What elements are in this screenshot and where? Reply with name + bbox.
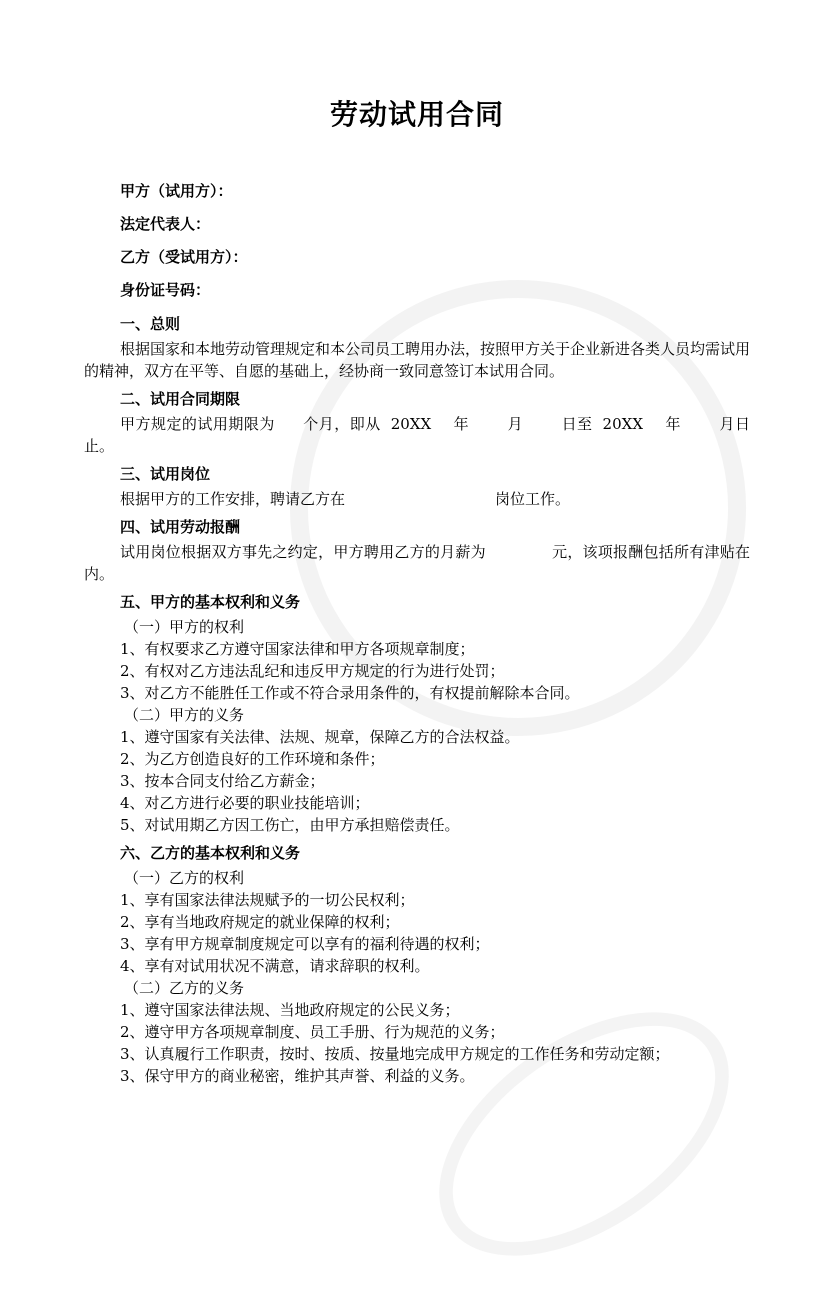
section-heading-general: 一、总则 [120,315,181,333]
document-page [84,95,750,1087]
subheading-party-a-rights: （一）甲方的权利 [124,618,245,636]
term-year-end: 20XX [602,415,643,433]
term-text-part: 年 [453,415,470,433]
term-text-part: 年 [665,415,681,433]
section-heading-party-a: 五、甲方的基本权利和义务 [120,593,301,611]
position-text-part: 根据甲方的工作安排，聘请乙方在 [120,490,346,508]
list-item: 1、遵守国家有关法律、法规、规章，保障乙方的合法权益。 [120,728,520,746]
list-item: 5、对试用期乙方因工伤亡，由甲方承担赔偿责任。 [120,816,460,834]
term-text-part: 日止。 [84,415,750,455]
list-item: 3、认真履行工作职责，按时、按质、按量地完成甲方规定的工作任务和劳动定额； [120,1045,670,1063]
id-number-field: 身份证号码： [120,281,211,299]
term-text-part: 月 [718,415,735,433]
term-text-part: 甲方规定的试用期限为 [120,415,275,433]
list-item: 2、享有当地政府规定的就业保障的权利； [120,913,400,931]
salary-text-part: 元，该项报酬包括所有津贴在内。 [84,543,750,583]
section-heading-term: 二、试用合同期限 [120,390,241,408]
section-text-position [84,488,750,510]
section-text-term [84,413,750,457]
list-item: 1、遵守国家法律法规、当地政府规定的公民义务； [120,1001,460,1019]
list-item: 3、保守甲方的商业秘密，维护其声誉、利益的义务。 [120,1067,475,1085]
section-text-salary [84,541,750,585]
party-a-field: 甲方（试用方）： [120,182,233,200]
document-title: 劳动试用合同 [329,98,504,131]
salary-text-part: 试用岗位根据双方事先之约定，甲方聘用乙方的月薪为 [120,543,486,561]
subheading-party-b-rights: （一）乙方的权利 [124,869,245,887]
position-text-part: 岗位工作。 [495,490,571,508]
list-item: 1、有权要求乙方遵守国家法律和甲方各项规章制度； [120,640,475,658]
subheading-party-b-duties: （二）乙方的义务 [124,979,245,997]
list-item: 2、有权对乙方违法乱纪和违反甲方规定的行为进行处罚； [120,662,505,680]
legal-rep-field: 法定代表人： [120,215,211,233]
section-heading-position: 三、试用岗位 [120,465,211,483]
list-item: 3、按本合同支付给乙方薪金； [120,772,325,790]
term-year-start: 20XX [390,415,432,433]
list-item: 2、遵守甲方各项规章制度、员工手册、行为规范的义务； [120,1023,505,1041]
list-item: 3、享有甲方规章制度规定可以享有的福利待遇的权利； [120,935,490,953]
list-item: 1、享有国家法律法规赋予的一切公民权利； [120,891,415,909]
subheading-party-a-duties: （二）甲方的义务 [124,706,245,724]
section-heading-party-b: 六、乙方的基本权利和义务 [120,844,301,862]
list-item: 2、为乙方创造良好的工作环境和条件； [120,750,385,768]
list-item: 4、享有对试用状况不满意，请求辞职的权利。 [120,957,430,975]
party-b-field: 乙方（受试用方）： [120,248,248,266]
list-item: 3、对乙方不能胜任工作或不符合录用条件的，有权提前解除本合同。 [120,684,580,702]
term-text-part: 月 [507,415,524,433]
term-text-part: 个月，即从 [302,415,381,433]
list-item: 4、对乙方进行必要的职业技能培训； [120,794,370,812]
section-heading-salary: 四、试用劳动报酬 [120,518,241,536]
section-text-general: 根据国家和本地劳动管理规定和本公司员工聘用办法，按照甲方关于企业新进各类人员均需试用的精神，双方在平等、自愿的基础上，经协商一致同意签订本试用合同。 [84,340,751,380]
term-text-part: 日至 [561,415,593,433]
